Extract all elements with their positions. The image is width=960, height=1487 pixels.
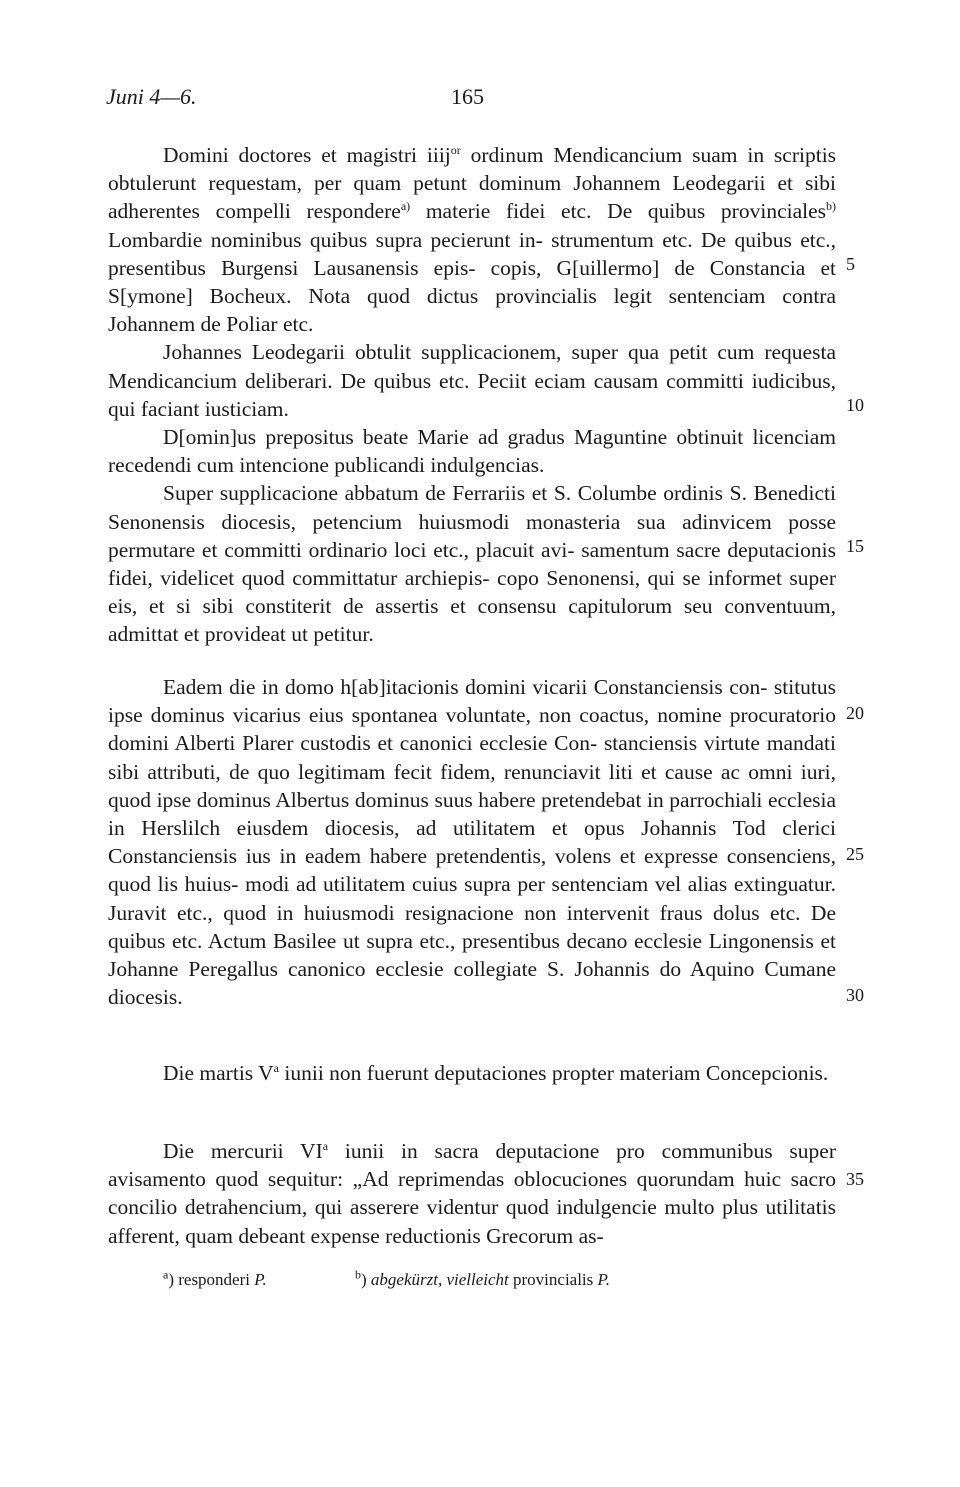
p6-sup: a	[273, 1060, 279, 1075]
line-number-25: 25	[846, 844, 864, 864]
p7-line-1a: Die mercurii VI	[163, 1139, 323, 1163]
p6-line-2: Concepcionis.	[705, 1061, 829, 1085]
p4-line-4: samentum sacre deputacionis fidei, videlicet quod committatur archiepis-	[108, 537, 836, 591]
paragraph-5	[108, 673, 836, 1011]
p4-line-1: Super supplicacione abbatum de Ferrariis et S. Columbe ordinis	[163, 481, 723, 506]
p1-line-1b: ordinum Mendicancium suam in	[460, 143, 765, 167]
line-number-35: 35	[846, 1169, 864, 1189]
paragraph-1	[108, 141, 836, 649]
p4-line-2: S. Benedicti Senonensis diocesis, petencium huiusmodi monasteria sua	[108, 481, 836, 534]
p5-line-7: diocesis, ad utilitatem et opus Johannis Tod clerici Constanciensis ius in	[108, 816, 837, 869]
paragraph-2	[108, 338, 836, 423]
running-header-date: Juni 4—6.	[106, 84, 197, 109]
p1-line-1a: Domini doctores et magistri iiij	[163, 143, 451, 167]
p1-line-4b: Lombardie nominibus quibus supra pecierunt in-	[108, 227, 543, 252]
p4-line-6: et consensu capitulorum seu conventuum, admittat et provideat ut petitur.	[108, 594, 837, 647]
p1-line-2: scriptis obtulerunt requestam, per quam petunt dominum Johannem	[108, 143, 837, 196]
footnote-b	[355, 1267, 610, 1290]
line-number-10: 10	[846, 395, 864, 415]
p1-line-4a: De quibus provinciales	[607, 199, 827, 224]
p5-line-4: stanciensis virtute mandati sibi attributi, de quo legitimam fecit fidem,	[108, 731, 836, 784]
footnote-a-marker: a	[163, 1267, 169, 1282]
p5-line-8: eadem habere pretendentis, volens et expresse consenciens, quod lis huius-	[108, 844, 836, 897]
footnote-a-text: ) responderi	[168, 1270, 255, 1289]
p4-line-3: adinvicem posse permutare et committi ordinario loci etc., placuit avi-	[108, 509, 837, 562]
p5-line-13: do Aquino Cumane diocesis.	[108, 957, 837, 1010]
p7-sup: a	[322, 1138, 329, 1153]
p5-line-2: stitutus ipse dominus vicarius eius spontanea voluntate, non coactus, nomine	[108, 675, 837, 728]
p7-line-3: sacro concilio detrahencium, qui asserere videntur quod indulgencie multo	[108, 1167, 836, 1220]
p3-line-2: licenciam recedendi cum intencione publicandi indulgencias.	[108, 425, 837, 478]
line-number-20: 20	[846, 703, 864, 723]
footnote-ref-b: b)	[826, 199, 837, 214]
p1-sup-or: or	[450, 142, 461, 157]
p1-line-3a: Leodegarii et sibi adherentes compelli respondere	[108, 171, 837, 224]
line-number-30: 30	[846, 985, 864, 1005]
footnote-ref-a: a)	[400, 199, 411, 214]
footnote-b-paren: )	[361, 1270, 367, 1289]
p6-line-1b: iunii non fuerunt deputaciones propter materiam	[279, 1061, 701, 1085]
footnote-a-source: P.	[254, 1270, 267, 1289]
footnote-b-marker: b	[355, 1267, 361, 1282]
p2-line-1: Johannes Leodegarii obtulit supplicacionem, super qua petit cum	[163, 340, 755, 365]
p1-line-7: provincialis legit sentenciam contra Johannem de Poliar etc.	[108, 284, 836, 337]
footnote-b-source: P.	[597, 1270, 610, 1289]
p5-line-12: Lingonensis et Johanne Peregallus canonico ecclesie collegiate S. Johannis	[108, 928, 836, 982]
p5-line-6: suus habere pretendebat in parrochiali ecclesia in Herslilch eiusdem	[108, 787, 837, 841]
paragraph-7	[108, 1137, 836, 1250]
footnote-a	[163, 1267, 267, 1290]
paragraph-4	[108, 479, 836, 648]
p4-line-5: copo Senonensi, qui se informet super eis, et si sibi constiterit de assertis	[108, 566, 836, 619]
p7-line-1b: iunii in sacra deputacione pro communibus super	[328, 1139, 836, 1163]
p5-line-10: Juravit etc., quod in huiusmodi resignacione non intervenit fraus dolus etc.	[108, 900, 801, 925]
p5-line-11: De quibus etc. Actum Basilee ut supra etc., presentibus decano ecclesie	[108, 900, 836, 953]
p7-line-2: avisamento quod sequitur: „Ad reprimendas oblocuciones quorundam huic	[108, 1167, 782, 1192]
p5-line-9: modi ad utilitatem cuius supra per sentenciam vel alias extinguatur.	[245, 872, 836, 897]
footnote-b-italic: abgekürzt, vielleicht	[370, 1270, 509, 1289]
footnote-b-text: provincialis	[508, 1270, 598, 1289]
p5-line-1: Eadem die in domo h[ab]itacionis domini vicarii Constanciensis con-	[163, 675, 768, 699]
paragraph-6	[108, 1059, 836, 1087]
p1-line-5: strumentum etc. De quibus etc., presentibus Burgensi Lausanensis epis-	[108, 227, 836, 280]
p6-line-1a: Die martis V	[163, 1061, 274, 1085]
paragraph-3	[108, 423, 836, 479]
p5-line-5: renunciavit liti et cause ac omni iuri, quod ipse dominus Albertus dominus	[108, 759, 836, 812]
p2-line-3: committi iudicibus, qui faciant iusticiam.	[108, 368, 836, 421]
p1-line-6: copis, G[uillermo] de Constancia et S[ymone] Bocheux. Nota quod dictus	[108, 255, 837, 309]
p2-line-2: requesta Mendicancium deliberari. De quibus etc. Peciit eciam causam	[108, 340, 836, 393]
p1-line-3b: materie fidei etc.	[410, 199, 592, 224]
p5-line-3: procuratorio domini Alberti Plarer custodis et canonici ecclesie Con-	[108, 703, 836, 756]
line-number-15: 15	[846, 536, 864, 556]
page-number: 165	[451, 84, 484, 109]
p7-line-4: plus utilitatis afferent, quam debeant expense reductionis Grecorum as-	[108, 1195, 837, 1248]
p3-line-1: D[omin]us prepositus beate Marie ad gradus Maguntine obtinuit	[163, 425, 744, 450]
line-number-5: 5	[846, 254, 855, 274]
